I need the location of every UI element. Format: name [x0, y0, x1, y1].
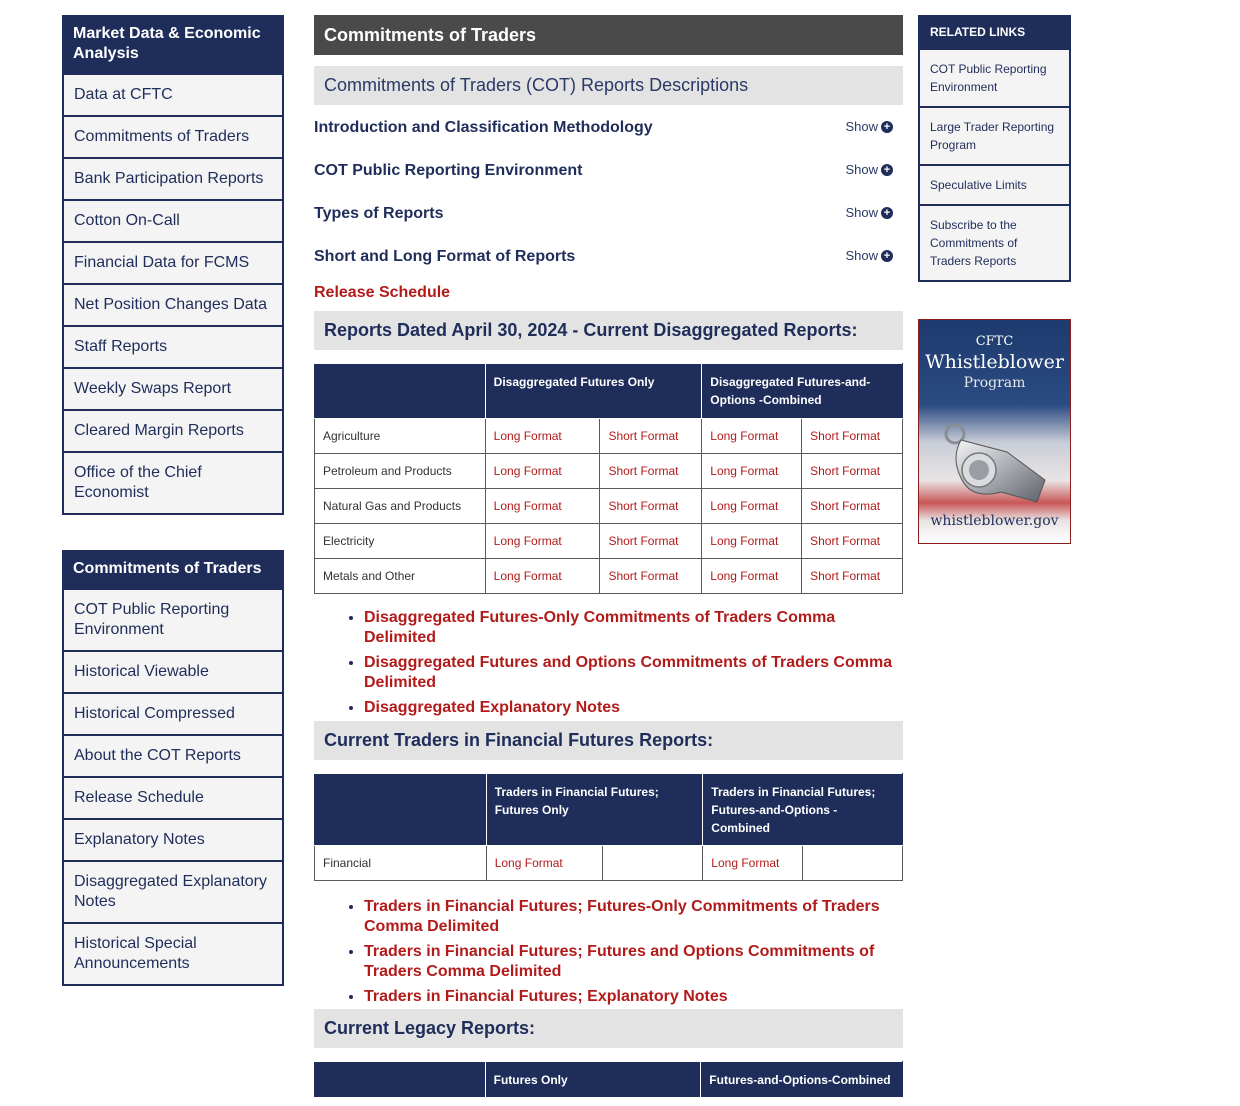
- release-schedule-link[interactable]: Release Schedule: [314, 284, 451, 301]
- short-format-link[interactable]: Short Format: [810, 499, 881, 513]
- sidebar-item-explanatory-notes[interactable]: Explanatory Notes: [64, 818, 282, 860]
- column-header: Disaggregated Futures Only: [485, 364, 702, 419]
- related-links: [918, 15, 1071, 282]
- list-item: [364, 653, 903, 693]
- column-header: Futures Only: [485, 1062, 701, 1098]
- accordion-title: COT Public Reporting Environment: [314, 162, 583, 179]
- list-item: [364, 987, 903, 1007]
- table-corner: [315, 774, 487, 846]
- accordion-cot-pre[interactable]: [314, 148, 903, 191]
- disagg-futures-only-csv-link[interactable]: Disaggregated Futures-Only Commitments of Traders Comma Delimited: [364, 609, 836, 646]
- banner-title: Whistleblower: [925, 351, 1064, 373]
- list-item: [364, 942, 903, 982]
- sidebar-item-commitments-of-traders[interactable]: Commitments of Traders: [64, 115, 282, 157]
- table-row: [315, 454, 903, 489]
- table-row: [315, 419, 903, 454]
- accordion-title: Types of Reports: [314, 205, 444, 222]
- sidebar-title: Commitments of Traders: [64, 552, 282, 588]
- list-item: [364, 608, 903, 648]
- sidebar-item-historical-special[interactable]: Historical Special Announcements: [64, 922, 282, 984]
- sidebar-item-financial-data-fcms[interactable]: Financial Data for FCMS: [64, 241, 282, 283]
- long-format-link[interactable]: Long Format: [710, 429, 779, 443]
- accordion-toggle[interactable]: Show +: [845, 205, 893, 220]
- table-row: [315, 489, 903, 524]
- row-label: Agriculture: [315, 419, 486, 454]
- short-format-link[interactable]: Short Format: [810, 429, 881, 443]
- long-format-link[interactable]: Long Format: [493, 429, 562, 443]
- list-item: [364, 698, 903, 718]
- sidebar-item-cotton-on-call[interactable]: Cotton On-Call: [64, 199, 282, 241]
- table-row: [315, 524, 903, 559]
- sidebar-item-chief-economist[interactable]: Office of the Chief Economist: [64, 451, 282, 513]
- table-corner: [315, 1062, 486, 1098]
- short-format-link[interactable]: Short Format: [608, 499, 679, 513]
- sidebar-item-about-cot[interactable]: About the COT Reports: [64, 734, 282, 776]
- related-link-cot-pre[interactable]: COT Public Reporting Environment: [920, 48, 1069, 106]
- disagg-explanatory-notes-link[interactable]: Disaggregated Explanatory Notes: [364, 699, 621, 716]
- column-header: Futures-and-Options-Combined: [701, 1062, 903, 1098]
- table-row: [315, 559, 903, 594]
- long-format-link[interactable]: Long Format: [710, 569, 779, 583]
- tff-link-list: [314, 897, 903, 1007]
- tff-heading: Current Traders in Financial Futures Reports:: [314, 721, 903, 760]
- accordion-title: Introduction and Classification Methodology: [314, 119, 653, 136]
- long-format-link[interactable]: Long Format: [494, 856, 563, 870]
- sidebar-item-net-position-changes[interactable]: Net Position Changes Data: [64, 283, 282, 325]
- whistleblower-banner[interactable]: [918, 319, 1071, 544]
- disaggregated-link-list: [314, 608, 903, 718]
- long-format-link[interactable]: Long Format: [710, 534, 779, 548]
- long-format-link[interactable]: Long Format: [710, 464, 779, 478]
- accordion-toggle[interactable]: Show +: [845, 119, 893, 134]
- tff-explanatory-notes-link[interactable]: Traders in Financial Futures; Explanatory Notes: [364, 988, 728, 1005]
- section-subtitle: Commitments of Traders (COT) Reports Descriptions: [314, 66, 903, 105]
- long-format-link[interactable]: Long Format: [493, 569, 562, 583]
- related-link-subscribe[interactable]: Subscribe to the Commitments of Traders Reports: [920, 204, 1069, 280]
- sidebar-item-data-at-cftc[interactable]: Data at CFTC: [64, 73, 282, 115]
- short-format-link[interactable]: Short Format: [608, 534, 679, 548]
- plus-circle-icon: +: [881, 250, 893, 262]
- short-format-link[interactable]: Short Format: [608, 429, 679, 443]
- sidebar-item-weekly-swaps[interactable]: Weekly Swaps Report: [64, 367, 282, 409]
- banner-url: whistleblower.gov: [930, 513, 1059, 529]
- sidebar-item-disagg-explanatory-notes[interactable]: Disaggregated Explanatory Notes: [64, 860, 282, 922]
- short-format-link[interactable]: Short Format: [608, 464, 679, 478]
- long-format-link[interactable]: Long Format: [493, 499, 562, 513]
- sidebar-item-cot-public-reporting[interactable]: COT Public Reporting Environment: [64, 588, 282, 650]
- row-label: Metals and Other: [315, 559, 486, 594]
- list-item: [364, 897, 903, 937]
- related-links-title: RELATED LINKS: [920, 17, 1069, 48]
- long-format-link[interactable]: Long Format: [493, 464, 562, 478]
- short-format-link[interactable]: Short Format: [810, 534, 881, 548]
- page-title: Commitments of Traders: [314, 15, 903, 55]
- short-format-link[interactable]: Short Format: [608, 569, 679, 583]
- table-row: [315, 846, 903, 881]
- long-format-link[interactable]: Long Format: [710, 499, 779, 513]
- short-format-link[interactable]: Short Format: [810, 569, 881, 583]
- tff-futures-options-csv-link[interactable]: Traders in Financial Futures; Futures and Options Commitments of Traders Comma Delimited: [364, 943, 875, 980]
- accordion-types-of-reports[interactable]: [314, 191, 903, 234]
- accordion-introduction[interactable]: [314, 105, 903, 148]
- sidebar-item-historical-viewable[interactable]: Historical Viewable: [64, 650, 282, 692]
- table-corner: [315, 364, 486, 419]
- banner-subtitle: Program: [963, 375, 1026, 391]
- sidebar-item-cleared-margin[interactable]: Cleared Margin Reports: [64, 409, 282, 451]
- sidebar-market-data: [62, 15, 284, 515]
- disaggregated-heading: Reports Dated April 30, 2024 - Current Disaggregated Reports:: [314, 311, 903, 350]
- sidebar-item-release-schedule[interactable]: Release Schedule: [64, 776, 282, 818]
- row-label: Financial: [315, 846, 487, 881]
- sidebar-item-historical-compressed[interactable]: Historical Compressed: [64, 692, 282, 734]
- sidebar-cot: [62, 550, 284, 986]
- plus-circle-icon: +: [881, 121, 893, 133]
- related-link-large-trader[interactable]: Large Trader Reporting Program: [920, 106, 1069, 164]
- row-label: Electricity: [315, 524, 486, 559]
- accordion-short-long-format[interactable]: [314, 234, 903, 277]
- banner-org: CFTC: [975, 334, 1014, 349]
- disaggregated-table: [314, 363, 903, 594]
- legacy-table: [314, 1061, 903, 1098]
- accordion-title: Short and Long Format of Reports: [314, 248, 576, 265]
- main-content: [314, 15, 903, 1098]
- column-header: Traders in Financial Futures; Futures-and-Options - Combined: [703, 774, 903, 846]
- sidebar-item-bank-participation[interactable]: Bank Participation Reports: [64, 157, 282, 199]
- whistle-icon: [937, 418, 1055, 510]
- accordion-toggle[interactable]: Show +: [845, 162, 893, 177]
- accordion-toggle[interactable]: Show +: [845, 248, 893, 263]
- row-label: Petroleum and Products: [315, 454, 486, 489]
- disagg-futures-options-csv-link[interactable]: Disaggregated Futures and Options Commitments of Traders Comma Delimited: [364, 654, 893, 691]
- legacy-heading: Current Legacy Reports:: [314, 1009, 903, 1048]
- row-label: Natural Gas and Products: [315, 489, 486, 524]
- sidebar-item-staff-reports[interactable]: Staff Reports: [64, 325, 282, 367]
- tff-table: [314, 773, 903, 881]
- related-link-speculative-limits[interactable]: Speculative Limits: [920, 164, 1069, 204]
- sidebar-title: Market Data & Economic Analysis: [64, 17, 282, 73]
- long-format-link[interactable]: Long Format: [711, 856, 780, 870]
- column-header: Traders in Financial Futures; Futures Only: [486, 774, 703, 846]
- short-format-link[interactable]: Short Format: [810, 464, 881, 478]
- column-header: Disaggregated Futures-and-Options -Combined: [702, 364, 903, 419]
- plus-circle-icon: +: [881, 164, 893, 176]
- tff-futures-only-csv-link[interactable]: Traders in Financial Futures; Futures-Only Commitments of Traders Comma Delimited: [364, 898, 880, 935]
- plus-circle-icon: +: [881, 207, 893, 219]
- long-format-link[interactable]: Long Format: [493, 534, 562, 548]
